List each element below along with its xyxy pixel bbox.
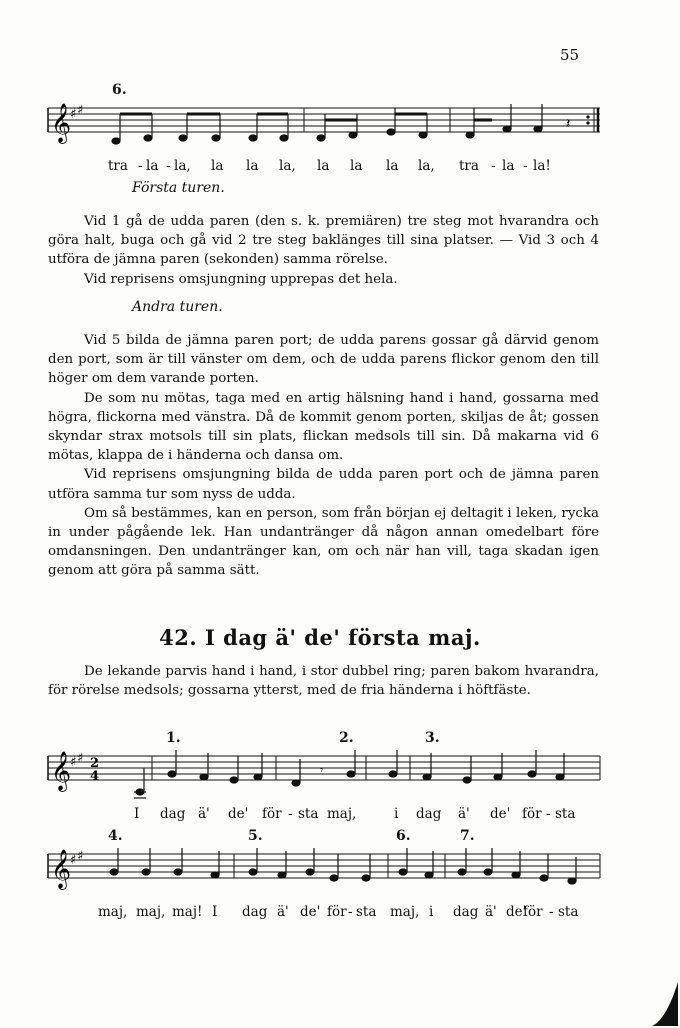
staff-top-lyrics — [48, 158, 600, 178]
lyric-syllable: I — [212, 904, 218, 920]
lyric-syllable: la, — [174, 158, 191, 174]
lyric-syllable: la — [211, 158, 224, 174]
lyric-syllable: la — [386, 158, 399, 174]
lyric-syllable: la! — [533, 158, 551, 174]
song-intro — [48, 662, 599, 700]
page-number: 55 — [560, 46, 580, 64]
measure-label: 5. — [248, 828, 263, 844]
measure-label: 7. — [460, 828, 475, 844]
lyric-syllable: maj! — [172, 904, 203, 920]
lyric-syllable: ä' — [198, 806, 210, 822]
lyric-syllable: dag — [453, 904, 479, 920]
sharp-icon: ♯ — [70, 107, 77, 122]
paragraph: Om så bestämmes, kan en person, som från början ej deltagit i leken, rycka in under pågående lek. Han undantränger då någon annan omedelbart före omdansningen. Den undantränger kan, om och när han vill, taga skadan igen genom att göra på samma sätt. — [48, 505, 599, 579]
lyric-hyphen: - — [288, 806, 293, 822]
lyric-hyphen: - — [549, 904, 554, 920]
sharp-icon: ♯ — [70, 853, 77, 868]
sharp-icon: ♯ — [77, 103, 84, 118]
paragraph: De som nu mötas, taga med en artig hälsning hand i hand, gossarna med högra, flickorna med vänstra. Då de kommit genom porten, skiljas de åt; gossen skyndar strax motsols till sin plats, flickan medsols till sin. Då makarna vid 6 mötas, klappa de i händerna och dansa om. — [48, 390, 599, 464]
lyric-syllable: de' — [506, 904, 527, 920]
sharp-icon: ♯ — [70, 755, 77, 770]
paragraph: De lekande parvis hand i hand, i stor dubbel ring; paren bakom hvarandra, för rörelse medsols; gossarna ytterst, med de fria händerna i höftfäste. — [48, 664, 599, 699]
time-signature-top: 2 — [90, 756, 100, 771]
lyric-syllable: de' — [300, 904, 321, 920]
lyric-syllable: ä' — [485, 904, 497, 920]
lyric-syllable: sta — [356, 904, 377, 920]
paragraph: Vid reprisens omsjungning bilda de udda paren port och de jämna paren utföra samma tur som nyss de udda. — [48, 467, 599, 502]
lyric-syllable: ä' — [277, 904, 289, 920]
page-curl-mark — [650, 980, 680, 1028]
lyric-syllable: I — [134, 806, 140, 822]
lyric-hyphen: - — [166, 158, 171, 174]
lyric-syllable: dag — [242, 904, 268, 920]
paragraph: Vid 1 gå de udda paren (den s. k. premiären) tre steg mot hvarandra och göra halt, buga och gå vid 2 tre steg baklänges till sina platser. — Vid 3 och 4 utföra de jämna paren (sekonden) samma rörelse. — [48, 214, 599, 268]
sharp-icon: ♯ — [77, 849, 84, 864]
lyric-syllable: la, — [418, 158, 435, 174]
lyric-syllable: i — [429, 904, 434, 920]
lyric-syllable: la — [350, 158, 363, 174]
rest-icon: 𝄾 — [320, 763, 324, 777]
lyric-syllable: maj, — [390, 904, 420, 920]
lyric-syllable: la — [146, 158, 159, 174]
paragraph: Vid 5 bilda de jämna paren port; de udda parens gossar gå därvid genom den port, som är till vänster om dem, och de udda parens flickor genom den till höger om dem varande porten. — [48, 333, 599, 387]
song-staff-one-notation — [48, 744, 600, 806]
staff-top-notation — [48, 96, 600, 158]
measure-label: 6. — [396, 828, 411, 844]
section-heading: Andra turen. — [132, 299, 223, 315]
lyric-syllable: för — [262, 806, 282, 822]
lyric-syllable: de' — [228, 806, 249, 822]
song-staff-two — [48, 828, 600, 924]
time-signature-bottom: 4 — [90, 769, 100, 784]
sharp-icon: ♯ — [77, 751, 84, 766]
lyric-syllable: tra — [108, 158, 128, 174]
song-title: 42. I dag ä' de' första maj. — [159, 625, 481, 650]
lyric-syllable: i — [394, 806, 399, 822]
lyric-hyphen: - — [523, 158, 528, 174]
measure-label: 3. — [425, 730, 440, 746]
section-heading: Första turen. — [132, 180, 225, 196]
lyric-syllable: la — [502, 158, 515, 174]
treble-clef-icon: 𝄞 — [51, 849, 72, 889]
measure-label: 2. — [339, 730, 354, 746]
section-two-text — [48, 331, 599, 581]
lyric-syllable: ä' — [458, 806, 470, 822]
measure-label: 6. — [112, 82, 127, 98]
lyric-hyphen: - — [546, 806, 551, 822]
lyric-syllable: dag — [416, 806, 442, 822]
repeat-dot-icon — [586, 115, 589, 118]
paragraph: Vid reprisens omsjungning upprepas det hela. — [84, 271, 398, 287]
lyric-syllable: sta — [555, 806, 576, 822]
lyric-hyphen: - — [348, 904, 353, 920]
lyric-syllable: tra — [459, 158, 479, 174]
song-staff-two-notation — [48, 842, 600, 904]
lyric-syllable: la — [246, 158, 259, 174]
treble-clef-icon: 𝄞 — [51, 751, 72, 791]
treble-clef-icon: 𝄞 — [51, 103, 72, 143]
lyric-syllable: för — [522, 806, 542, 822]
lyric-syllable: för — [523, 904, 543, 920]
lyric-syllable: sta — [298, 806, 319, 822]
song-staff-two-lyrics — [48, 904, 600, 924]
lyric-syllable: de' — [490, 806, 511, 822]
staff-top — [48, 82, 600, 178]
lyric-syllable: för — [327, 904, 347, 920]
measure-label: 1. — [166, 730, 181, 746]
lyric-syllable: la — [317, 158, 330, 174]
lyric-syllable: maj, — [98, 904, 128, 920]
lyric-syllable: dag — [160, 806, 186, 822]
song-staff-one — [48, 730, 600, 826]
rest-icon: 𝄽 — [566, 116, 571, 132]
repeat-dot-icon — [586, 121, 589, 124]
lyric-syllable: maj, — [327, 806, 357, 822]
lyric-syllable: sta — [558, 904, 579, 920]
section-one-text — [48, 212, 599, 289]
measure-label: 4. — [108, 828, 123, 844]
lyric-syllable: maj, — [136, 904, 166, 920]
lyric-syllable: la, — [279, 158, 296, 174]
song-staff-one-lyrics — [48, 806, 600, 826]
lyric-hyphen: - — [491, 158, 496, 174]
lyric-hyphen: - — [138, 158, 143, 174]
